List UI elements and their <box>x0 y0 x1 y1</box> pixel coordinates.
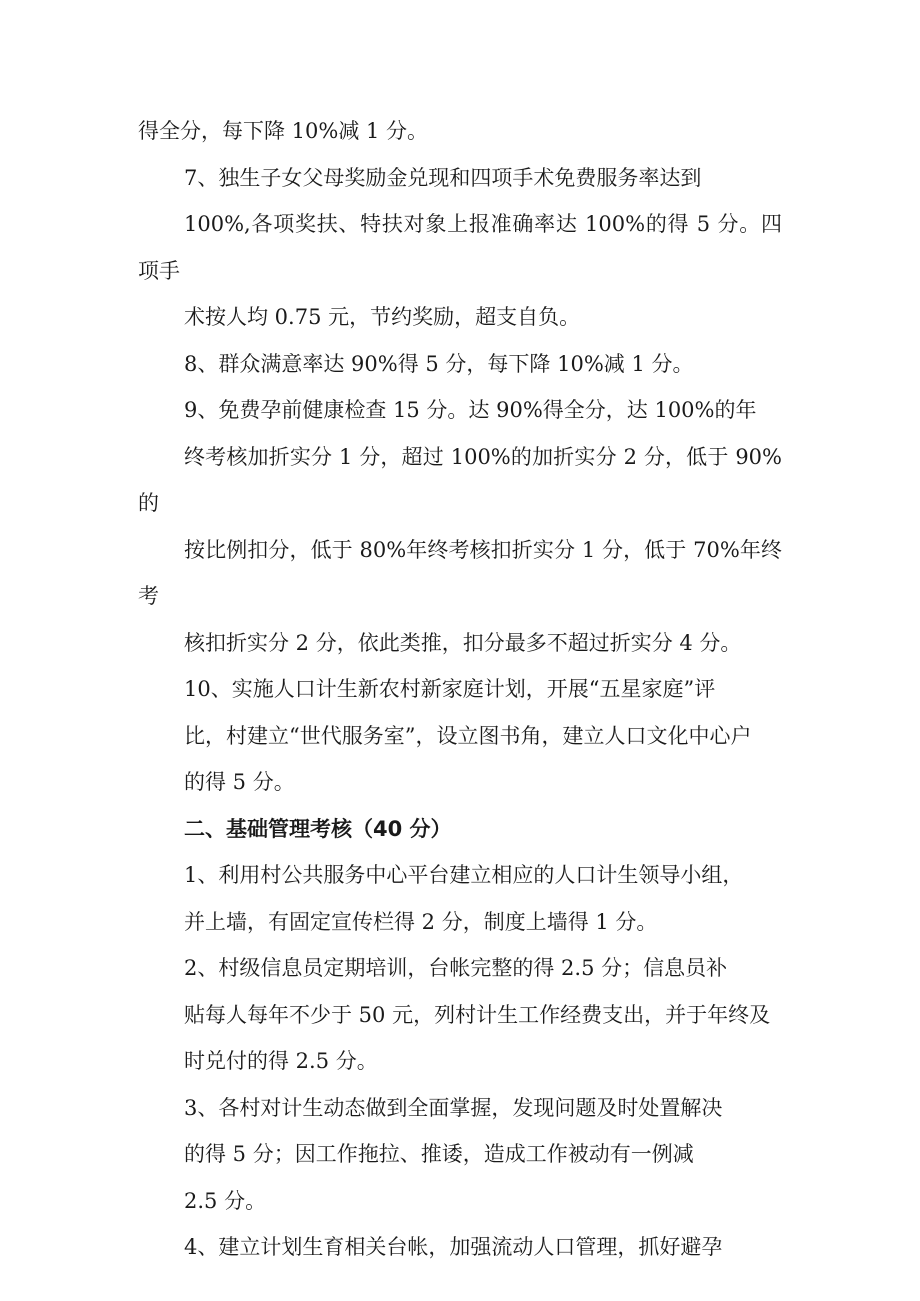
text-line: 得全分，每下降 10%减 1 分。 <box>138 119 429 143</box>
text-line: 二、基础管理考核（40 分） <box>184 816 452 841</box>
paragraph <box>138 155 782 341</box>
text-line: 1、利用村公共服务中心平台建立相应的人口计生领导小组， <box>184 863 744 887</box>
text-line: 3、各村对计生动态做到全面掌握，发现问题及时处置解决 <box>184 1095 723 1120</box>
text-line: 的得 5 分；因工作拖拉、推诿，造成工作被动有一例减 <box>184 1142 694 1166</box>
text-line: 时兑付的得 2.5 分。 <box>184 1049 378 1073</box>
text-line: 8、群众满意率达 90%得 5 分，每下降 10%减 1 分。 <box>184 351 694 376</box>
paragraph <box>138 945 782 1085</box>
text-line: 术按人均 0.75 元，节约奖励，超支自负。 <box>184 305 581 329</box>
text-line: 按比例扣分，低于 80%年终考核扣折实分 1 分，低于 70%年终考 <box>138 537 782 608</box>
section-heading <box>138 806 782 853</box>
text-line: 贴每人每年不少于 50 元，列村计生工作经费支出，并于年终及 <box>184 1002 771 1027</box>
text-line: 9、免费孕前健康检查 15 分。达 90%得全分，达 100%的年 <box>184 398 757 422</box>
text-line: 终考核加折实分 1 分，超过 100%的加折实分 2 分，低于 90%的 <box>138 444 782 515</box>
paragraph <box>138 1224 782 1271</box>
text-line: 并上墙，有固定宣传栏得 2 分，制度上墙得 1 分。 <box>184 909 658 934</box>
text-line: 2、村级信息员定期培训，台帐完整的得 2.5 分；信息员补 <box>184 956 728 980</box>
text-line: 10、实施人口计生新农村新家庭计划，开展“五星家庭”评 <box>184 677 716 701</box>
paragraph <box>138 108 782 155</box>
text-line: 核扣折实分 2 分，依此类推，扣分最多不超过折实分 4 分。 <box>184 630 742 655</box>
text-line: 比，村建立“世代服务室”，设立图书角，建立人口文化中心户 <box>184 723 752 748</box>
paragraph <box>138 852 782 945</box>
paragraph <box>138 1085 782 1225</box>
text-line: 100%,各项奖扶、特扶对象上报准确率达 100%的得 5 分。四项手 <box>138 212 782 283</box>
paragraph <box>138 666 782 806</box>
text-line: 7、独生子女父母奖励金兑现和四项手术免费服务率达到 <box>184 165 702 190</box>
text-line: 2.5 分。 <box>184 1188 267 1213</box>
document-page <box>138 108 782 1271</box>
text-line: 4、建立计划生育相关台帐，加强流动人口管理，抓好避孕 <box>184 1235 723 1259</box>
text-line: 的得 5 分。 <box>184 770 295 794</box>
paragraph <box>138 387 782 666</box>
paragraph <box>138 341 782 388</box>
